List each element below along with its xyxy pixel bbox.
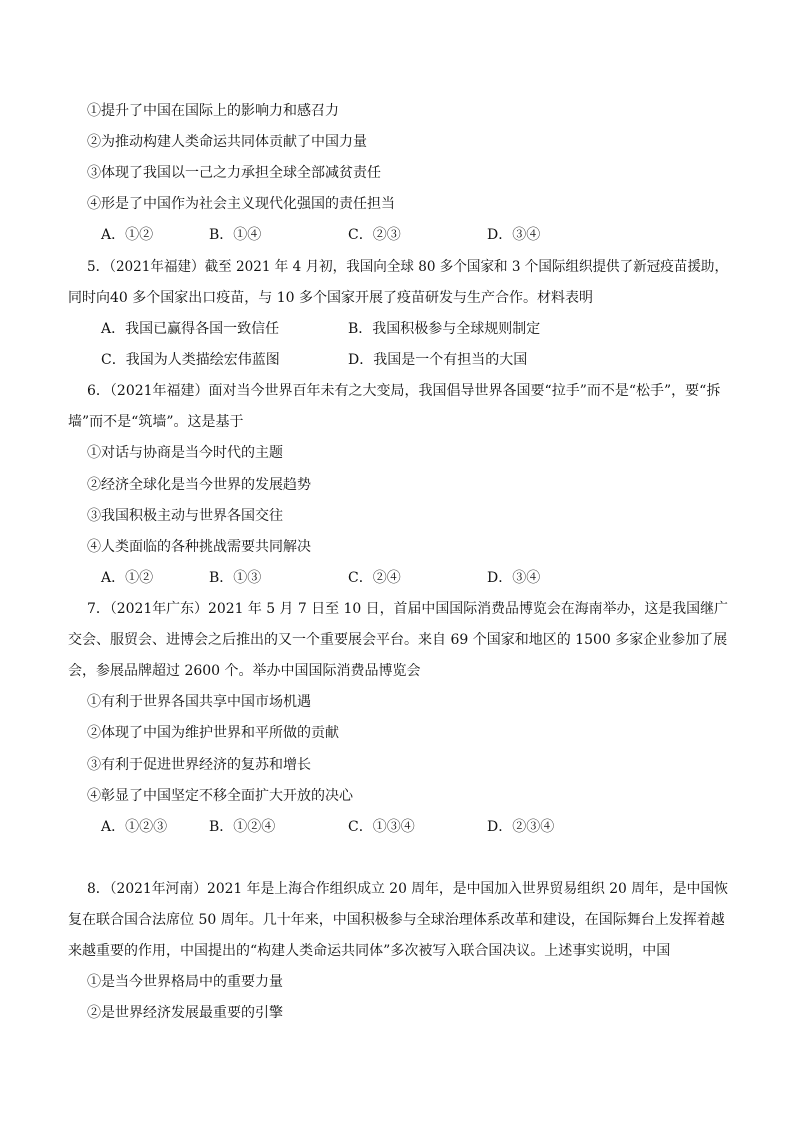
q4-option-c[interactable]: C．②③ (348, 227, 401, 243)
q6-statement-3: ③我国积极主动与世界各国交往 (87, 508, 283, 524)
q7-options (0, 817, 794, 837)
q4-statement-1: ①提升了中国在国际上的影响力和感召力 (87, 103, 339, 119)
q8-stem-line-2: 复在联合国合法席位 50 周年。几十年来，中国积极参与全球治理体系改革和建设，在国际舞台上发挥着越 (68, 912, 725, 928)
q7-statement-2: ②体现了中国为维护世界和平所做的贡献 (87, 725, 339, 741)
q7-stem-line-1: 7．（2021年广东）2021 年 5 月 7 日至 10 日，首届中国国际消费品博览会在海南举办，这是我国继广 (87, 601, 728, 617)
q7-stem-line-2: 交会、服贸会、进博会之后推出的又一个重要展会平台。来自 69 个国家和地区的 1500 多家企业参加了展 (68, 632, 728, 648)
q5-options-row-1 (0, 319, 794, 339)
q7-option-d[interactable]: D．②③④ (487, 819, 555, 835)
q6-option-d[interactable]: D．③④ (487, 570, 541, 586)
q6-statement-4: ④人类面临的各种挑战需要共同解决 (87, 539, 311, 555)
q5-stem-line-2: 同时向40 多个国家出口疫苗，与 10 多个国家开展了疫苗研发与生产合作。材料表明 (68, 290, 593, 306)
q6-options (0, 568, 794, 588)
q8-statement-1: ①是当今世界格局中的重要力量 (87, 974, 283, 990)
q7-option-b[interactable]: B．①②④ (209, 819, 276, 835)
q6-option-a[interactable]: A．①② (101, 570, 154, 586)
q6-statement-1: ①对话与协商是当今时代的主题 (87, 445, 283, 461)
q4-options (0, 225, 794, 245)
q7-stem-line-3: 会，参展品牌超过 2600 个。举办中国国际消费品博览会 (68, 663, 421, 679)
q7-statement-4: ④彰显了中国坚定不移全面扩大开放的决心 (87, 788, 353, 804)
q4-statement-3: ③体现了我国以一己之力承担全球全部减贫责任 (87, 165, 381, 181)
q5-options-row-2 (0, 350, 794, 370)
q6-stem-line-2: 墙”而不是“筑墙”。这是基于 (68, 414, 244, 430)
q7-option-a[interactable]: A．①②③ (101, 819, 168, 835)
q7-statement-1: ①有利于世界各国共享中国市场机遇 (87, 694, 311, 710)
q4-statement-4: ④形是了中国作为社会主义现代化强国的责任担当 (87, 196, 395, 212)
q8-statement-2: ②是世界经济发展最重要的引擎 (87, 1005, 283, 1021)
q5-option-d[interactable]: D．我国是一个有担当的大国 (348, 352, 528, 368)
q5-option-b[interactable]: B．我国积极参与全球规则制定 (348, 321, 541, 337)
q4-option-a[interactable]: A．①② (101, 227, 154, 243)
q6-option-c[interactable]: C．②④ (348, 570, 401, 586)
q5-option-a[interactable]: A．我国已赢得各国一致信任 (101, 321, 280, 337)
q8-stem-line-1: 8．（2021年河南）2021 年是上海合作组织成立 20 周年，是中国加入世界贸易组织 20 周年，是中国恢 (87, 881, 728, 897)
q7-option-c[interactable]: C．①③④ (348, 819, 415, 835)
q5-stem-line-1: 5．（2021年福建）截至 2021 年 4 月初，我国向全球 80 多个国家和 3 个国际组织提供了新冠疫苗援助， (87, 259, 728, 275)
q4-option-b[interactable]: B．①④ (209, 227, 262, 243)
q7-statement-3: ③有利于促进世界经济的复苏和增长 (87, 757, 311, 773)
q6-stem-line-1: 6．（2021年福建）面对当今世界百年未有之大变局，我国倡导世界各国要“拉手”而不是“松手”，要“拆 (87, 383, 721, 399)
q8-stem-line-3: 来越重要的作用，中国提出的“构建人类命运共同体”多次被写入联合国决议。上述事实说明，中国 (68, 943, 671, 959)
q4-statement-2: ②为推动构建人类命运共同体贡献了中国力量 (87, 134, 367, 150)
q4-option-d[interactable]: D．③④ (487, 227, 541, 243)
q6-statement-2: ②经济全球化是当今世界的发展趋势 (87, 477, 311, 493)
q5-option-c[interactable]: C．我国为人类描绘宏伟蓝图 (101, 352, 280, 368)
q6-option-b[interactable]: B．①③ (209, 570, 262, 586)
